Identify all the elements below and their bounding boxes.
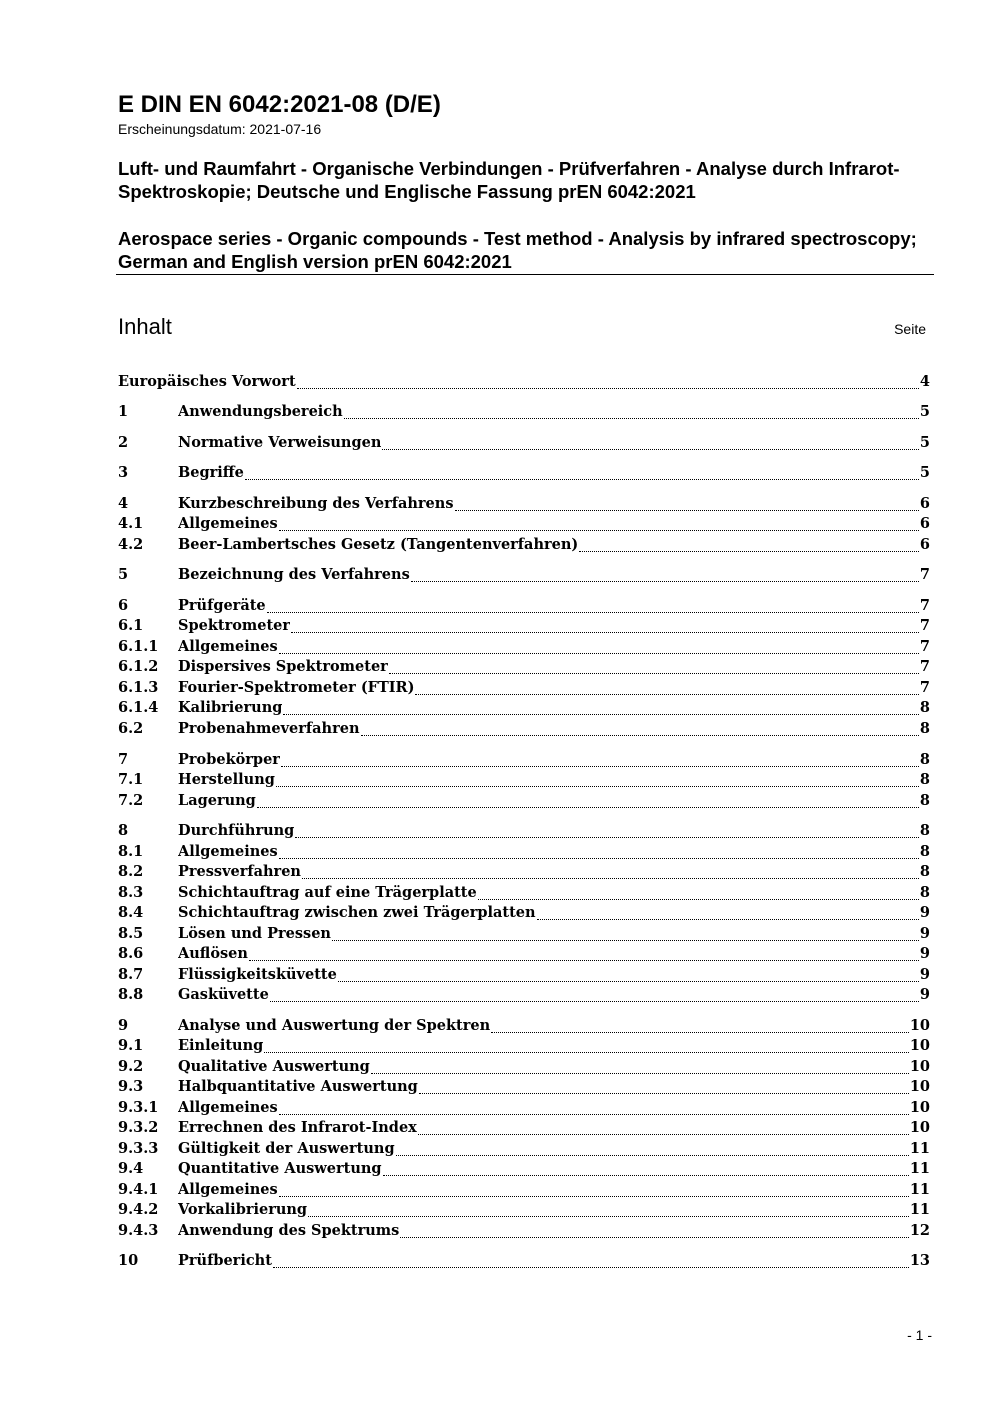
- toc-entry-title: Anwendungsbereich: [178, 403, 343, 420]
- toc-entry[interactable]: [118, 965, 930, 985]
- toc-entry-title: Begriffe: [178, 464, 244, 481]
- toc-dot-leader: [361, 734, 919, 736]
- toc-entry-title: Beer-Lambertsches Gesetz (Tangentenverfahren): [178, 536, 579, 553]
- toc-entry-title: Allgemeines: [178, 515, 278, 532]
- toc-dot-leader: [281, 765, 919, 767]
- toc-entry[interactable]: [118, 1077, 930, 1097]
- toc-entry-number: 6: [118, 597, 129, 614]
- toc-entry-page: 8: [919, 884, 930, 901]
- toc-dot-leader: [270, 1000, 919, 1002]
- toc-entry[interactable]: [118, 1200, 930, 1220]
- toc-dot-leader: [455, 509, 919, 511]
- toc-entry-number: 10: [118, 1252, 139, 1269]
- toc-entry-number: 6.2: [118, 720, 144, 737]
- toc-entry-number: 1: [118, 403, 129, 420]
- toc-entry[interactable]: [118, 770, 930, 790]
- toc-dot-leader: [249, 959, 919, 961]
- toc-dot-leader: [389, 672, 919, 674]
- toc-dot-leader: [371, 1072, 909, 1074]
- toc-entry-page: 6: [919, 536, 930, 553]
- toc-dot-leader: [267, 611, 919, 613]
- toc-entry-number: 6.1.2: [118, 658, 159, 675]
- toc-dot-leader: [279, 652, 919, 654]
- toc-entry-title: Spektrometer: [178, 617, 291, 634]
- toc-entry-number: 7: [118, 751, 129, 768]
- toc-dot-leader: [332, 939, 919, 941]
- toc-entry[interactable]: [118, 1251, 930, 1271]
- toc-entry-title: Europäisches Vorwort: [118, 373, 296, 390]
- toc-entry[interactable]: [118, 463, 930, 483]
- toc-entry-page: 10: [909, 1078, 930, 1095]
- toc-dot-leader: [279, 857, 919, 859]
- toc-entry-number: 6.1.3: [118, 679, 159, 696]
- toc-entry[interactable]: [118, 1180, 930, 1200]
- toc-dot-leader: [308, 1215, 909, 1217]
- toc-entry-number: 2: [118, 434, 129, 451]
- toc-entry-page: 9: [919, 966, 930, 983]
- toc-entry-title: Allgemeines: [178, 1099, 278, 1116]
- toc-heading: Inhalt: [118, 314, 172, 339]
- toc-entry[interactable]: [118, 637, 930, 657]
- toc-dot-leader: [400, 1236, 909, 1238]
- toc-entry-title: Auflösen: [178, 945, 248, 962]
- toc-entry[interactable]: [118, 596, 930, 616]
- toc-entry[interactable]: [118, 698, 930, 718]
- toc-dot-leader: [245, 478, 919, 480]
- toc-entry-page: 10: [909, 1017, 930, 1034]
- publication-date: Erscheinungsdatum: 2021-07-16: [118, 121, 322, 137]
- toc-entry[interactable]: [118, 750, 930, 770]
- toc-entry-number: 7.2: [118, 792, 144, 809]
- toc-entry-title: Flüssigkeitsküvette: [178, 966, 337, 983]
- toc-entry[interactable]: [118, 924, 930, 944]
- title-german: Luft- und Raumfahrt - Organische Verbindungen - Prüfverfahren - Analyse durch Infrarot-Spektroskopie; Deutsche und Englische Fassung prEN 6042:2021: [118, 158, 900, 202]
- toc-entry[interactable]: [118, 372, 930, 392]
- toc-dot-leader: [478, 898, 919, 900]
- toc-entry[interactable]: [118, 944, 930, 964]
- toc-entry[interactable]: [118, 821, 930, 841]
- toc-entry-number: 3: [118, 464, 129, 481]
- toc-dot-leader: [415, 693, 918, 695]
- toc-entry-title: Schichtauftrag auf eine Trägerplatte: [178, 884, 477, 901]
- toc-entry-title: Schichtauftrag zwischen zwei Trägerplatten: [178, 904, 536, 921]
- toc-entry-title: Kurzbeschreibung des Verfahrens: [178, 495, 454, 512]
- toc-entry-page: 7: [919, 597, 930, 614]
- toc-entry-number: 9.3.1: [118, 1099, 159, 1116]
- toc-entry-number: 8.8: [118, 986, 144, 1003]
- toc-entry-number: 8.3: [118, 884, 144, 901]
- toc-entry-number: 4: [118, 495, 129, 512]
- toc-entry[interactable]: [118, 402, 930, 422]
- toc-entry-number: 4.2: [118, 536, 144, 553]
- toc-entry-number: 9.4: [118, 1160, 144, 1177]
- toc-dot-leader: [338, 980, 919, 982]
- toc-dot-leader: [283, 713, 919, 715]
- toc-entry-number: 6.1: [118, 617, 144, 634]
- toc-entry-title: Allgemeines: [178, 638, 278, 655]
- table-of-contents: [118, 0, 930, 1403]
- toc-entry-page: 10: [909, 1099, 930, 1116]
- toc-entry-title: Probenahmeverfahren: [178, 720, 360, 737]
- toc-entry-page: 6: [919, 515, 930, 532]
- toc-entry-number: 8.2: [118, 863, 144, 880]
- toc-entry-title: Pressverfahren: [178, 863, 301, 880]
- toc-entry-page: 5: [919, 403, 930, 420]
- toc-entry-page: 9: [919, 945, 930, 962]
- toc-dot-leader: [273, 1266, 909, 1268]
- toc-entry-page: 10: [909, 1119, 930, 1136]
- toc-entry-number: 9: [118, 1017, 129, 1034]
- toc-entry-page: 8: [919, 843, 930, 860]
- toc-entry-page: 12: [909, 1222, 930, 1239]
- toc-entry[interactable]: [118, 657, 930, 677]
- toc-entry[interactable]: [118, 791, 930, 811]
- toc-entry-page: 8: [919, 792, 930, 809]
- toc-entry[interactable]: [118, 678, 930, 698]
- toc-dot-leader: [291, 631, 919, 633]
- toc-entry-page: 13: [909, 1252, 930, 1269]
- toc-entry-page: 8: [919, 771, 930, 788]
- toc-entry[interactable]: [118, 433, 930, 453]
- toc-entry-number: 7.1: [118, 771, 144, 788]
- toc-entry[interactable]: [118, 514, 930, 534]
- toc-dot-leader: [382, 448, 919, 450]
- toc-entry-number: 9.3.2: [118, 1119, 159, 1136]
- toc-dot-leader: [264, 1051, 909, 1053]
- title-english: Aerospace series - Organic compounds - Test method - Analysis by infrared spectroscopy; German and English version prEN 6042:2021: [118, 228, 917, 272]
- toc-entry-page: 7: [919, 679, 930, 696]
- toc-entry[interactable]: [118, 842, 930, 862]
- toc-entry-title: Kalibrierung: [178, 699, 283, 716]
- toc-entry[interactable]: [118, 903, 930, 923]
- toc-entry-page: 11: [909, 1140, 930, 1157]
- toc-entry-title: Dispersives Spektrometer: [178, 658, 388, 675]
- toc-entry[interactable]: [118, 862, 930, 882]
- toc-dot-leader: [396, 1154, 909, 1156]
- toc-entry-page: 11: [909, 1160, 930, 1177]
- toc-entry[interactable]: [118, 1016, 930, 1036]
- page-number: - 1 -: [907, 1327, 932, 1343]
- toc-entry[interactable]: [118, 1118, 930, 1138]
- toc-entry-page: 9: [919, 986, 930, 1003]
- toc-entry[interactable]: [118, 535, 930, 555]
- toc-entry-number: 9.4.2: [118, 1201, 159, 1218]
- toc-dot-leader: [297, 387, 919, 389]
- toc-entry-number: 9.4.3: [118, 1222, 159, 1239]
- toc-entry-page: 9: [919, 904, 930, 921]
- toc-dot-leader: [537, 918, 919, 920]
- toc-entry-page: 8: [919, 863, 930, 880]
- toc-entry-title: Einleitung: [178, 1037, 264, 1054]
- toc-dot-leader: [279, 529, 919, 531]
- toc-entry-title: Anwendung des Spektrums: [178, 1222, 400, 1239]
- toc-dot-leader: [276, 785, 919, 787]
- toc-entry-page: 7: [919, 617, 930, 634]
- toc-entry-number: 6.1.1: [118, 638, 159, 655]
- toc-entry-title: Quantitative Auswertung: [178, 1160, 382, 1177]
- toc-entry-page: 11: [909, 1181, 930, 1198]
- toc-entry-title: Errechnen des Infrarot-Index: [178, 1119, 417, 1136]
- toc-entry-page: 11: [909, 1201, 930, 1218]
- toc-entry-number: 9.3: [118, 1078, 144, 1095]
- toc-dot-leader: [295, 836, 919, 838]
- toc-entry[interactable]: [118, 616, 930, 636]
- toc-entry-page: 7: [919, 566, 930, 583]
- toc-entry-number: 6.1.4: [118, 699, 159, 716]
- toc-entry-title: Gültigkeit der Auswertung: [178, 1140, 395, 1157]
- toc-entry-page: 9: [919, 925, 930, 942]
- toc-dot-leader: [419, 1092, 909, 1094]
- toc-entry-number: 8.5: [118, 925, 144, 942]
- toc-entry-title: Bezeichnung des Verfahrens: [178, 566, 410, 583]
- toc-entry[interactable]: [118, 985, 930, 1005]
- toc-entry-page: 6: [919, 495, 930, 512]
- toc-entry-number: 8.1: [118, 843, 144, 860]
- toc-entry[interactable]: [118, 565, 930, 585]
- toc-entry[interactable]: [118, 1221, 930, 1241]
- toc-entry-number: 9.3.3: [118, 1140, 159, 1157]
- toc-entry-page: 10: [909, 1058, 930, 1075]
- toc-dot-leader: [302, 877, 919, 879]
- toc-entry[interactable]: [118, 1139, 930, 1159]
- toc-entry-title: Probekörper: [178, 751, 280, 768]
- toc-entry[interactable]: [118, 1036, 930, 1056]
- toc-dot-leader: [257, 806, 919, 808]
- toc-entry-title: Lösen und Pressen: [178, 925, 331, 942]
- toc-entry-page: 7: [919, 638, 930, 655]
- toc-entry-page: 10: [909, 1037, 930, 1054]
- toc-entry-number: 5: [118, 566, 129, 583]
- toc-entry-number: 9.1: [118, 1037, 144, 1054]
- toc-dot-leader: [579, 550, 919, 552]
- toc-entry-title: Prüfbericht: [178, 1252, 272, 1269]
- toc-entry-number: 8.4: [118, 904, 144, 921]
- toc-entry-title: Prüfgeräte: [178, 597, 266, 614]
- document-id: E DIN EN 6042:2021-08 (D/E): [118, 91, 441, 118]
- toc-entry-title: Normative Verweisungen: [178, 434, 382, 451]
- toc-entry-page: 8: [919, 751, 930, 768]
- toc-entry[interactable]: [118, 1098, 930, 1118]
- toc-entry-number: 8: [118, 822, 129, 839]
- toc-entry-title: Fourier-Spektrometer (FTIR): [178, 679, 415, 696]
- toc-page-column-label: Seite: [894, 321, 926, 337]
- toc-dot-leader: [418, 1133, 909, 1135]
- toc-entry-page: 8: [919, 822, 930, 839]
- toc-entry-title: Durchführung: [178, 822, 295, 839]
- toc-entry-title: Qualitative Auswertung: [178, 1058, 370, 1075]
- toc-entry-page: 5: [919, 434, 930, 451]
- toc-entry-page: 5: [919, 464, 930, 481]
- toc-entry-title: Lagerung: [178, 792, 256, 809]
- toc-entry[interactable]: [118, 1159, 930, 1179]
- toc-entry-number: 8.6: [118, 945, 144, 962]
- toc-entry-page: 4: [919, 373, 930, 390]
- toc-entry-title: Vorkalibrierung: [178, 1201, 308, 1218]
- toc-entry-page: 8: [919, 699, 930, 716]
- toc-entry-title: Analyse und Auswertung der Spektren: [178, 1017, 491, 1034]
- toc-entry-title: Allgemeines: [178, 1181, 278, 1198]
- toc-entry-title: Allgemeines: [178, 843, 278, 860]
- toc-dot-leader: [344, 417, 919, 419]
- toc-entry[interactable]: [118, 1057, 930, 1077]
- toc-entry-number: 9.2: [118, 1058, 144, 1075]
- toc-entry-title: Herstellung: [178, 771, 275, 788]
- toc-dot-leader: [279, 1113, 909, 1115]
- toc-entry-number: 8.7: [118, 966, 144, 983]
- toc-dot-leader: [491, 1031, 909, 1033]
- toc-entry[interactable]: [118, 883, 930, 903]
- toc-entry-page: 8: [919, 720, 930, 737]
- toc-entry-title: Gasküvette: [178, 986, 269, 1003]
- toc-entry[interactable]: [118, 494, 930, 514]
- toc-entry[interactable]: [118, 719, 930, 739]
- toc-entry-number: 9.4.1: [118, 1181, 159, 1198]
- toc-dot-leader: [383, 1174, 909, 1176]
- toc-dot-leader: [279, 1195, 909, 1197]
- toc-dot-leader: [411, 580, 919, 582]
- toc-entry-title: Halbquantitative Auswertung: [178, 1078, 418, 1095]
- toc-entry-page: 7: [919, 658, 930, 675]
- toc-entry-number: 4.1: [118, 515, 144, 532]
